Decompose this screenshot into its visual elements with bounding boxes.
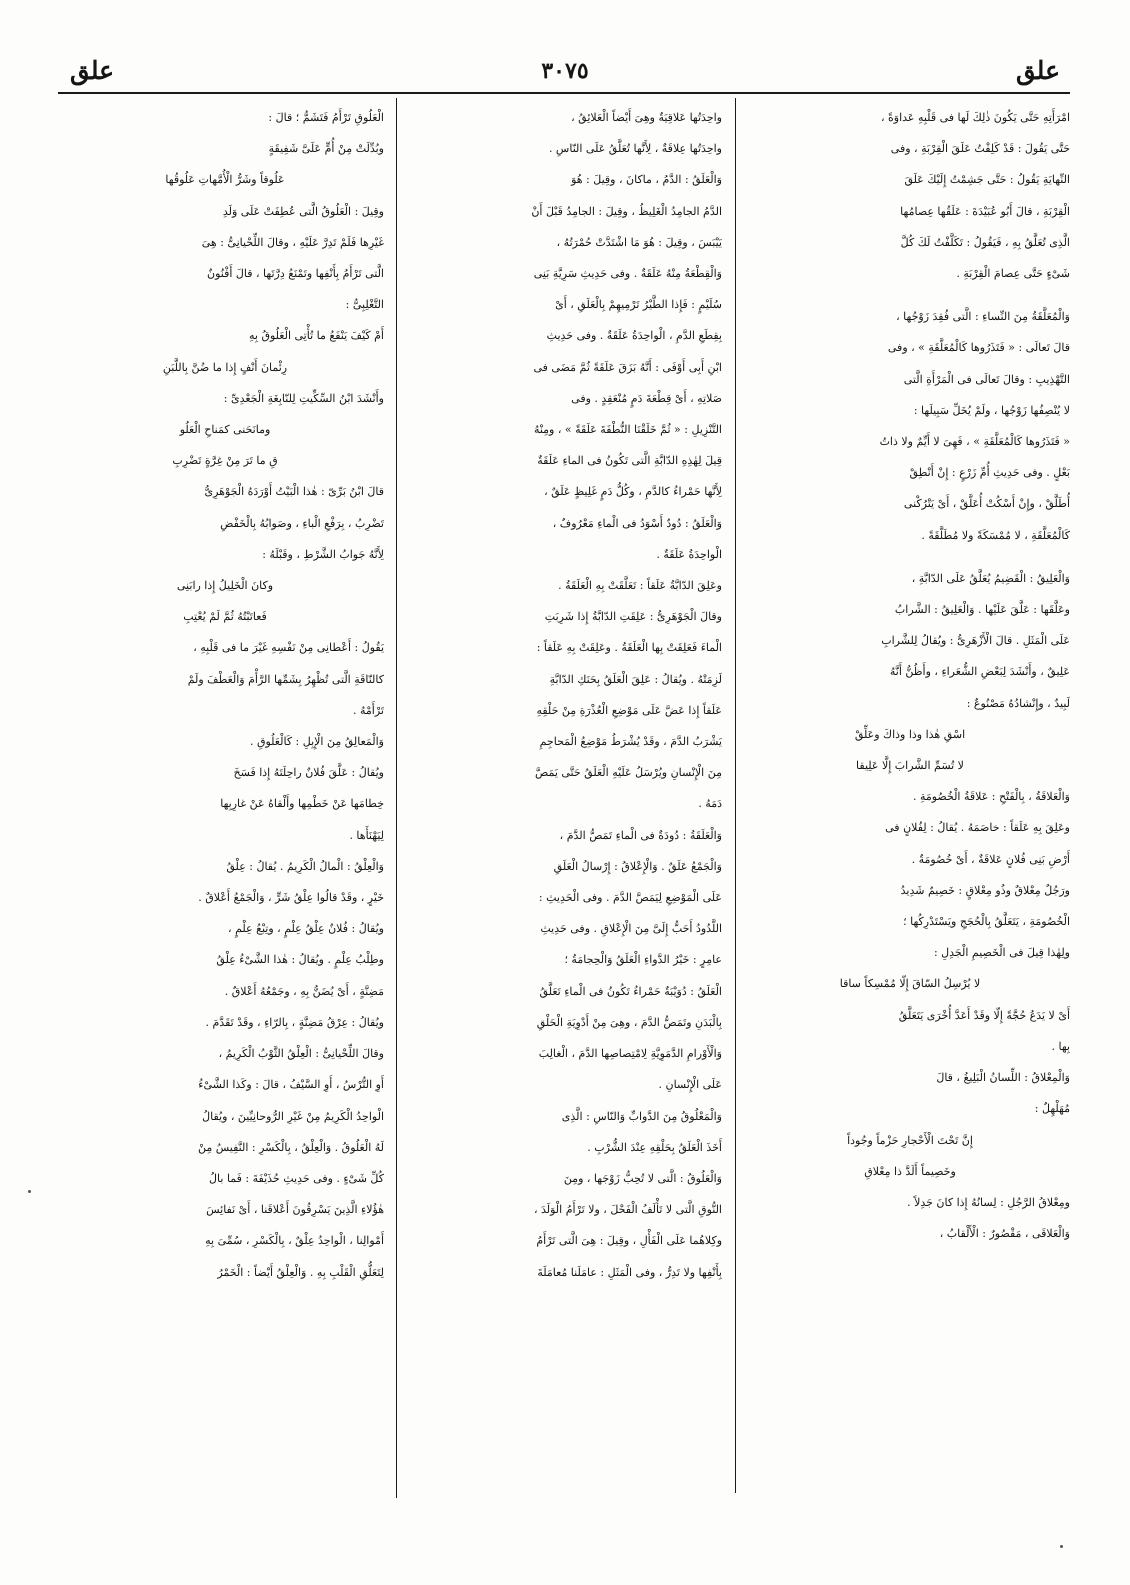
text-line: حَتَّى يَقُولَ : قَدْ كَلِفْتُ عَلَقَ الْقِرْبَةِ ، وفى (890, 142, 1070, 156)
text-line: يَيْبَسَ ، وقِيلَ : هُوَ مَا اشْتَدَّتْ حُمْرَتُهُ ، (556, 235, 722, 249)
text-line: عَلَقاً إِذا عَضَّ عَلَى مَوْضِعِ الْعُذْرَةِ مِنْ حَلْقِهِ (536, 703, 722, 717)
text-line: وَالْجَمْعُ عَلَقٌ . وَالْإِعْلاقُ : إِرْسالُ الْعَلَقِ (553, 859, 722, 873)
text-line: وأَنْشَدَ ابْنُ السِّكِّيتِ لِلنّابِغَةِ الْجَعْدِىِّ : (223, 391, 384, 405)
column-left (66, 102, 384, 1502)
text-line: لِتَعَلُّقِ الْقَلْبِ بِهِ . وَالْعِلْقُ أَيْضاً : الْخَمْرُ (217, 1265, 384, 1279)
text-line: بِأَنْفِها ولا تَدِرُّ ، وفى الْمَثَلِ : عامَلَنا مُعامَلَةَ (537, 1265, 722, 1279)
text-line: وبُدِّلَتْ مِنْ أُمٍّ عَلَىَّ شَفِيقَةٍ (268, 142, 384, 156)
column-divider (735, 98, 736, 1493)
text-line: وَالْعَلَقُ : دُودٌ أَسْوَدُ فى الْماءِ مَعْرُوفٌ ، (552, 516, 722, 530)
text-line: أَىْ لا يَدَعُ حُجَّةً إِلّا وقَدْ أَعَدَّ أُخْرَى يَتَعَلَّقُ (898, 1008, 1070, 1022)
text-line: لَبِيدٌ ، وإِنْشادُهُ مَصْنُوعٌ : (966, 696, 1070, 710)
text-line: « فَتَذَرُوها كَالْمُعَلَّقَةِ » ، فَهِىَ لا أَيِّمٌ ولا ذاتُ (879, 435, 1070, 449)
column-middle (410, 102, 722, 1502)
text-line: النُّوقِ الَّتى لا تَأْلَفُ الْفَحْلَ ، ولا تَرْأَمُ الْوَلَدَ ، (533, 1203, 722, 1217)
text-line: بِقِطَعِ الدَّمِ ، الْواحِدَةُ عَلَقَةٌ . وفى حَدِيثِ (546, 329, 722, 343)
text-line: شَىْءٍ حَتَّى عِصامَ الْقِرْبَةِ . (956, 267, 1070, 281)
text-line: وَالْعِلْقُ : الْمالُ الْكَرِيمُ . يُقالُ : عِلْقُ (226, 859, 384, 873)
verse-line: رِئْمانَ أَنْفٍ إِذا ما ضُنَّ بِاللَّبَنِ (162, 360, 288, 374)
text-line: وَالْعَلَقَةُ : دُودَةٌ فى الْماءِ تَمَصُّ الدَّمَ ، (559, 828, 722, 842)
page-number: ٣٠٧٥ (541, 58, 589, 84)
text-line: واحِدَتُها عَلاقِيَةٌ وهِىَ أَيْضاً الْعَلائِقُ ، (571, 111, 722, 124)
text-line: امْرَأَتِهِ حَتَّى يَكُونَ ذٰلِكَ لَها فى قَلْبِهِ عَداوَةً ، (880, 111, 1070, 124)
text-line: قالَ ابْنُ بَرِّىّ : هٰذا الْبَيْتُ أَوْرَدَهُ الْجَوْهَرِىُّ (204, 485, 384, 499)
text-line: الْواحِدُ الْكَرِيمُ مِنْ غَيْرِ الرُّوحانِيِّينَ ، ويُقالُ (202, 1109, 384, 1123)
text-line: وطِلْبُ عِلْمٍ . ويُقالُ : هٰذا الشَّىْءُ عِلْقُ (216, 953, 384, 967)
text-line: عَلَى الْمَثَلِ . قالَ الْأَزْهَرِىُّ : ويُقالُ لِلشَّرابِ (881, 634, 1070, 648)
text-line: الْقِرْبَةِ ، قالَ أَبُو عُبَيْدَةَ : عَلَقُها عِصامُها (900, 204, 1070, 218)
text-line: الدَّمُ الجامِدُ الْغَلِيظُ ، وقِيلَ : الجامِدُ قَبْلَ أَنْ (531, 204, 722, 218)
paragraph-gap (750, 289, 1070, 301)
verse-line: قِ ما تَرَ مِنْ غِرَّةٍ تَضْرِبِ (172, 454, 278, 468)
text-line: الَّتى تَرْأَمُ بِأَنْفِها وتَمْنَعُ دِرَّتَها ، قالَ أَفْنُونٌ (207, 267, 384, 281)
text-line: تَرْأَمْهُ . (353, 703, 384, 717)
text-line: خِطامَها عَنْ خَطْمِها وأَلْقاهُ عَنْ غارِبِها (220, 797, 384, 811)
header-rule (58, 92, 1070, 94)
text-line: عَلَى الْإِنْسانِ . (658, 1078, 722, 1092)
text-line: وَالْعَلاقَةُ ، بِالْفَتْحِ : عَلاقَةُ الْخُصُومَةِ . (912, 790, 1070, 804)
text-line: وقالَ اللِّحْيانِىُّ : الْعِلْقُ الثَّوْبُ الْكَرِيمُ ، (218, 1047, 384, 1061)
text-line: يَشْرَبُ الدَّمَ ، وقَدْ يُشْرَطُ مَوْضِعُ الْمَحاجِمِ (539, 735, 722, 749)
text-line: مُهَلْهِلٌ : (1034, 1102, 1070, 1116)
text-line: وَالْقِطْعَةُ مِنْهُ عَلَقَةٌ . وفى حَدِيثِ سَرِيَّةِ بَنِى (533, 267, 722, 281)
text-line: بَعْلٍ . وفى حَدِيثِ أُمِّ زَرْعٍ : إِنْ أَنْطِقْ (909, 466, 1070, 480)
text-line: واحِدَتُها عِلاقَةٌ ، لِأَنَّها تُعَلَّقُ عَلَى النّاسِ . (548, 142, 722, 156)
text-line: أَخَذَ الْعَلَقُ بِحَلْقِهِ عِنْدَ الشُّرْبِ . (587, 1140, 722, 1154)
paper-speck (28, 1190, 31, 1193)
text-line: التَّغْلِبِىُّ : (345, 298, 384, 312)
text-line: النِّهايَةِ يَقُولُ : حَتَّى جَشِمْتُ إِلَيْكَ عَلَقَ (904, 173, 1070, 187)
text-line: وَالْمُعَلَّقَةُ مِنَ النِّساءِ : الَّتى فُقِدَ زَوْجُها ، (896, 310, 1070, 324)
text-line: لَهُ الْعَلُوقُ . وَالْعِلْقُ ، بِالْكَسْرِ : النَّفِيسُ مِنْ (197, 1140, 384, 1154)
paper-speck (1060, 1545, 1063, 1548)
text-line: وَالْعَلُوقُ : الَّتى لا تُحِبُّ زَوْجَها ، ومِنَ (563, 1171, 722, 1185)
text-line: دَمَهُ . (698, 797, 722, 811)
text-line: وَالْمَعالِقُ مِنَ الْإِبِلِ : كَالْعَلُوقِ . (249, 735, 384, 749)
text-line: وعَلَّقَها : عَلَّقَ عَلَيْها . وَالْعَلِيقُ : الشَّرابُ (894, 603, 1070, 617)
text-line: ويُقالُ : فُلانٌ عِلْقُ عِلْمٍ ، وتِبْعُ عِلْمٍ ، (228, 922, 384, 936)
text-line: مِنَ الْإِنْسانِ ويُرْسَلُ عَلَيْهِ الْعَلَقُ حَتَّى يَمَصَّ (534, 766, 722, 780)
text-line: التَّنْزِيلِ : « ثُمَّ خَلَقْنَا النُّطْفَةَ عَلَقَةً » ، ومِنْهُ (533, 423, 722, 437)
text-line: الْماءَ فَعَلِقَتْ بِها الْعَلَقَةُ . وعَلِقَتْ بِهِ عَلَقاً : (536, 641, 722, 655)
verse-line: فَعاتَبْتُهُ ثُمَّ لَمْ يُعْتِبِ (183, 610, 267, 624)
text-line: عَلِيقٌ ، وأَنْشَدَ لِبَعْضِ الشُّعَراءِ ، وأَظُنُّ أَنَّهُ (889, 665, 1070, 679)
text-line: لَزِمَتْهُ . ويُقالُ : عَلِقَ الْعَلَقُ بِحَنَكِ الدّابَّةِ (549, 672, 722, 686)
verse-line: وكانَ الْخَلِيلُ إِذا رابَنِى (176, 579, 274, 593)
text-line: أَمْوالِنا ، الْواحِدُ عِلْقٌ ، بِالْكَسْرِ ، سُمِّىَ بِهِ (205, 1234, 384, 1248)
text-line: لِأَنَّها حَمْراءُ كالدَّمِ ، وكُلُّ دَمٍ غَلِيظٍ عَلَقٌ ، (544, 485, 722, 499)
text-line: وكِلاهُما عَلَى الْفَأْلِ ، وقِيلَ : هِىَ الَّتى تَرْأَمُ (536, 1234, 722, 1248)
verse-line: لا تُسَمِّ الشَّرابَ إِلَّا عَلِيقا (856, 759, 964, 773)
text-line: عَلَى الْمَوْضِعِ لِيَمَصَّ الدَّمَ . وفى الْحَدِيثِ : (538, 891, 722, 905)
text-line: الْعَلُوقِ تَرْأَمُ فَتَشَمُّ ؛ قالَ : (268, 111, 384, 124)
text-line: صَلاتِهِ ، أَىْ قِطْعَةَ دَمٍ مُنْعَقِدٍ . وفى (571, 391, 722, 405)
text-line: وَالْعَلَقُ : الدَّمُ ، ماكانَ ، وقِيلَ : هُوَ (571, 173, 722, 187)
text-line: قِيلَ لِهٰذِهِ الدّابَّةِ الَّتى تَكُونُ فى الماءِ عَلَقَةٌ (537, 454, 722, 468)
text-line: الْعَلَقُ : دُوَيْبَةٌ حَمْراءُ تَكُونُ فى الْماءِ تَعَلَّقُ (539, 984, 722, 998)
header-root-word-right: علق (1015, 56, 1060, 85)
column-divider (396, 98, 397, 1498)
verse-line: عَلُوقاً وشَرُّ الْأُمَّهاتِ عَلُوقُها (165, 173, 285, 187)
text-line: اللَّدُودُ أَحَبُّ إِلَىَّ مِنَ الْإِعْلاقِ . وفى حَدِيثِ (540, 922, 722, 936)
text-line: لِأَنَّهُ جَوابُ الشَّرْطِ ، وقَبْلَهُ : (262, 547, 384, 561)
verse-line: وخَصِيماً أَلَدَّ ذا مِعْلاقِ (864, 1164, 956, 1178)
text-line: ولِهٰذا قِيلَ فى الْخَصِيمِ الْجَدِلِ : (933, 946, 1070, 960)
header-root-word-left: علق (70, 56, 115, 85)
text-line: مَضِنَّةٍ ، أَىْ يُضَنُّ بِهِ ، وجَمْعُهُ أَعْلاقٌ . (224, 984, 384, 998)
text-line: وَالْمَعْلُوقُ مِنَ الدَّوابِّ وَالنّاسِ : الَّذِى (561, 1109, 722, 1123)
text-line: عامِرٍ : خَيْرُ الدَّواءِ الْعَلَقُ وَالْحِجامَةُ ؛ (564, 953, 722, 967)
text-line: خَيْرٍ ، وقَدْ قالُوا عِلْقُ شَرٍّ ، وَالْجَمْعُ أَعْلاقٌ . (198, 891, 384, 905)
text-line: التَّهْذِيبِ : وقالَ تَعالَى فى الْمَرْأَةِ الَّتى (903, 372, 1070, 386)
text-line: كُلِّ شَىْءٍ . وفى حَدِيثِ حُذَيْفَةَ : فَما بالُ (209, 1171, 384, 1185)
text-line: ومِعْلاقُ الرَّجُلِ : لِسانُهُ إِذا كانَ جَدِلاً . (907, 1195, 1070, 1209)
text-line: أَوِ التُّرْسُ ، أَوِ السَّيْفُ ، قالَ : وكَذا الشَّىْءُ (198, 1078, 384, 1092)
text-line: غَيْرِها فَلَمْ تَدِرَّ عَلَيْهِ ، وقالَ اللِّحْيانِىُّ : هِىَ (201, 235, 384, 249)
text-line: لا يُنْصِفُها زَوْجُها ، ولَمْ يُخَلِّ سَبِيلَها : (913, 403, 1070, 417)
text-line: لِيَهْنَأَها . (349, 828, 384, 842)
text-line: الْواحِدَةُ عَلَقَةٌ . (656, 547, 722, 561)
text-line: بِالْبَدَنِ وتَمَصُّ الدَّمَ ، وهِىَ مِنْ أَدْوِيَةِ الْحَلْقِ (536, 1015, 722, 1029)
text-line: كالنّاقَةِ الَّتى تُظْهِرُ بِشَمِّها الرَّأْمَ وَالْعَطْفَ ولَمْ (187, 672, 384, 686)
text-line: ورَجُلٌ مِعْلاقٌ وذُو مِعْلاقٍ : خَصِيمٌ شَدِيدُ (900, 883, 1070, 897)
text-line: الْخُصُومَةِ ، يَتَعَلَّقُ بِالْحُجَجِ ويَسْتَدْرِكُها ؛ (903, 915, 1070, 929)
text-line: أُطَلَّقْ ، وإِنْ أَسْكُتْ أُعَلَّقْ ، أَىْ يَتْرُكْنى (903, 497, 1070, 511)
text-line: أَرْضِ بَنِى فُلانٍ عَلاقَةٌ ، أَىْ خُصُومَةٌ . (911, 852, 1070, 866)
text-line: ويُقالُ : عِرْقُ مَضِنَّةٍ ، بِالرّاءِ ، وقَدْ تَقَدَّمَ . (205, 1015, 384, 1029)
page-header (60, 52, 1070, 94)
column-right (750, 102, 1070, 1502)
text-line: وَالْأَوْرامِ الدَّمَوِيَّةِ لِامْتِصاصِها الدَّمَ ، الْغالِبَ (538, 1047, 722, 1061)
text-line: قالَ تَعالَى : « فَتَذَرُوها كَالْمُعَلَّقَةِ » ، وفى (887, 341, 1070, 355)
text-line: سُلَيْمٍ : فَإِذا الطَّيْرُ تَرْمِيهِمْ بِالْعَلَقِ ، أَىْ (555, 298, 722, 312)
verse-line: لا يُرْسِلُ السّاقَ إِلّا مُمْسِكاً ساقا (839, 977, 981, 991)
paragraph-gap (750, 551, 1070, 563)
text-line: أَمْ كَيْفَ يَنْفَعُ ما تُأْتِى الْعَلُوقُ بِهِ (248, 329, 384, 343)
text-line: وقالَ الْجَوْهَرِىُّ : عَلِقَتِ الدّابَّةُ إِذا شَرِبَتِ (544, 610, 722, 624)
text-line: كَالْمُعَلَّقَةِ ، لا مُمْسَكَةً ولا مُطَلَّقَةً . (921, 528, 1070, 542)
text-line: يَقُولُ : أَعْطانِى مِنْ نَفْسِهِ غَيْرَ ما فى قَلْبِهِ ، (193, 641, 384, 655)
text-line: وعَلِقَ بِهِ عَلَقاً : خاصَمَهُ . يُقالُ : لِفُلانٍ فى (885, 821, 1070, 835)
text-line: وَالْمِعْلاقُ : اللِّسانُ الْبَلِيغُ ، قالَ (936, 1071, 1070, 1085)
text-line: تَضْرِبُ ، بِرَفْعِ الْباءِ ، وصَوابُهُ بِالْخَفْضِ (220, 516, 384, 530)
text-line: الَّذِى تُعَلَّقُ بِهِ ، فَيَقُولُ : تَكَلَّفْتُ لَكَ كُلَّ (900, 235, 1070, 249)
text-line: هٰؤُلاءِ الَّذِينَ يَسْرِقُونَ أَعْلاقَنا ، أَىْ نَفائِسَ (206, 1203, 384, 1217)
verse-line: ومانَحَنى كمَناحِ الْعَلُو (179, 423, 271, 437)
text-line: ويُقالُ : عَلَّقَ فُلانٌ راحِلَتَهُ إِذا فَسَخَ (233, 766, 384, 780)
verse-line: إِنَّ تَحْتَ الْأَحْجارِ حَزْماً وجُوداً (847, 1133, 973, 1147)
verse-line: اسْقِ هٰذا وذا وذاكَ وعَلِّقْ (854, 727, 966, 741)
text-line: بِها . (1051, 1039, 1070, 1053)
text-line: وقِيلَ : الْعَلُوقُ الَّتى عُطِفَتْ عَلَى وَلَدِ (222, 204, 384, 218)
text-line: وعَلِقَ الدّابَّةُ عَلَقاً : تَعَلَّقَتْ بِهِ الْعَلَقَةُ . (558, 579, 722, 593)
text-line: وَالْعَلِيقُ : الْقَضِيمُ يُعَلَّقُ عَلَى الدّابَّةِ ، (911, 571, 1070, 585)
text-line: ابْنِ أَبِى أَوْفَى : أَنَّهُ بَزَقَ عَلَقَةً ثُمَّ مَضَى فى (533, 360, 722, 374)
text-line: وَالْعَلاقَى ، مَقْصُورٌ : الْأَلْقابُ ، (939, 1227, 1070, 1241)
